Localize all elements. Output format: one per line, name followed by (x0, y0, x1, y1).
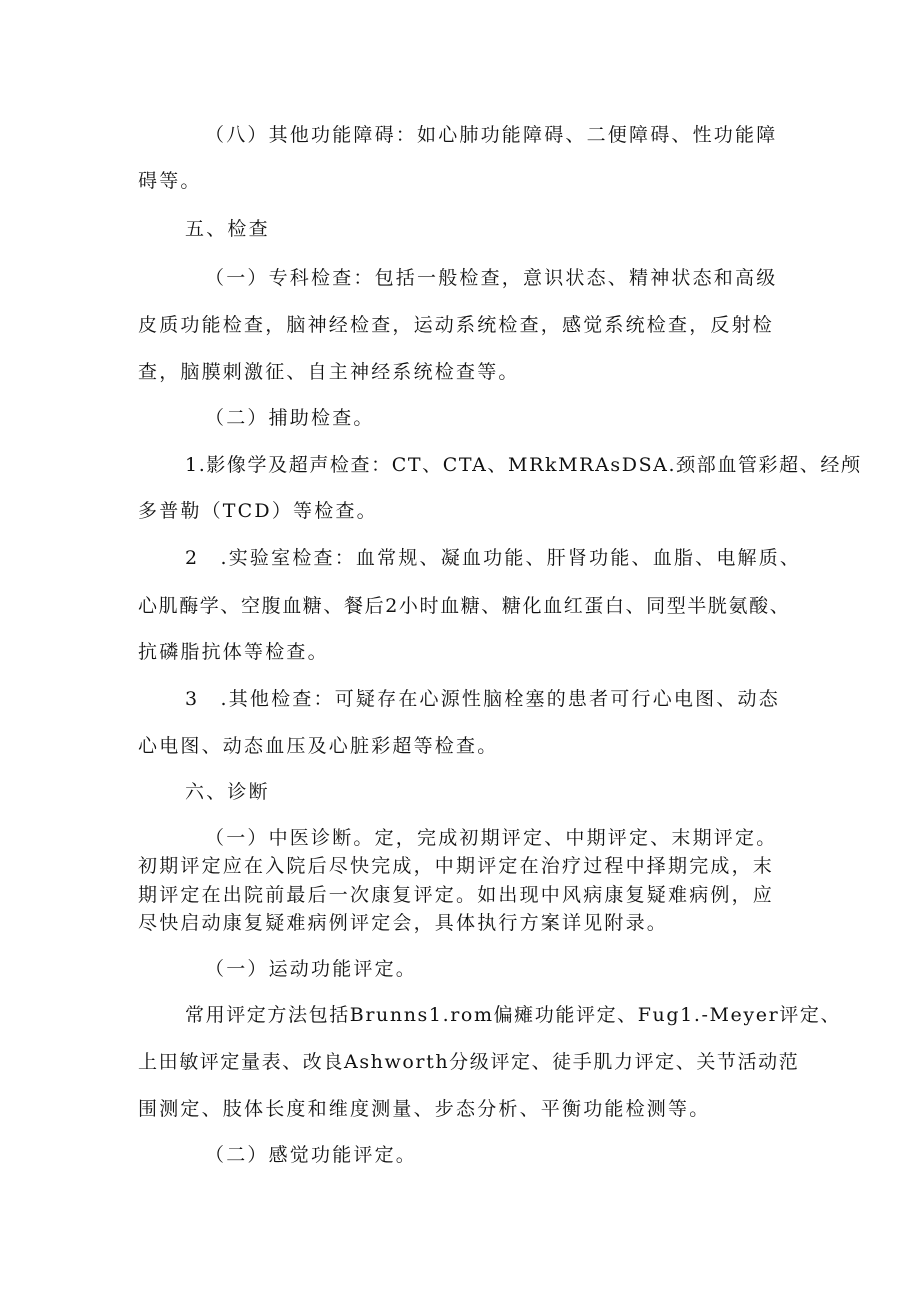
text-line: 碍等。 (138, 170, 202, 192)
text-line: 心电图、动态血压及心脏彩超等检查。 (138, 735, 499, 757)
section-heading-examination: 五、检查 (185, 218, 270, 240)
text-line: （八）其他功能障碍：如心肺功能障碍、二便障碍、性功能障 (205, 124, 778, 146)
text-line: 期评定在出院前最后一次康复评定。如出现中风病康复疑难病例，应 (138, 884, 775, 906)
text-line: 尽快启动康复疑难病例评定会，具体执行方案详见附录。 (138, 912, 669, 934)
text-line: （一）专科检查：包括一般检查，意识状态、精神状态和高级 (205, 267, 778, 289)
text-line: 1.影像学及超声检查：CT、CTA、MRkMRAsDSA.颈部血管彩超、经颅 (185, 454, 862, 476)
text-line: 查，脑膜刺激征、自主神经系统检查等。 (138, 361, 520, 383)
text-line: 抗磷脂抗体等检查。 (138, 641, 329, 663)
section-heading-diagnosis: 六、诊断 (185, 781, 270, 803)
text-line: 初期评定应在入院后尽快完成，中期评定在治疗过程中择期完成，末 (138, 855, 775, 877)
subheading-sensory-assessment: （二）感觉功能评定。 (205, 1144, 418, 1166)
text-line: 围测定、肢体长度和维度测量、步态分析、平衡功能检测等。 (138, 1098, 711, 1120)
text-line: 多普勒（TCD）等检查。 (138, 500, 378, 522)
subheading-auxiliary-exam: （二）捕助检查。 (205, 407, 375, 429)
subheading-motor-assessment: （一）运动功能评定。 (205, 958, 418, 980)
text-line: （一）中医诊断。定，完成初期评定、中期评定、末期评定。 (205, 827, 778, 849)
text-line: 上田敏评定量表、改良Ashworth分级评定、徒手肌力评定、关节活动范 (138, 1051, 800, 1073)
text-line: 常用评定方法包括Brunns1.rom偏瘫功能评定、Fug1.-Meyer评定、 (185, 1004, 842, 1026)
text-line: 2 .实验室检查：血常规、凝血功能、肝肾功能、血脂、电解质、 (185, 547, 802, 569)
text-line: 皮质功能检查，脑神经检查，运动系统检查，感觉系统检查，反射检 (138, 314, 775, 336)
text-line: 心肌酶学、空腹血糖、餐后2小时血糖、糖化血红蛋白、同型半胱氨酸、 (138, 595, 791, 617)
text-line: 3 .其他检查：可疑存在心源性脑栓塞的患者可行心电图、动态 (185, 688, 780, 710)
